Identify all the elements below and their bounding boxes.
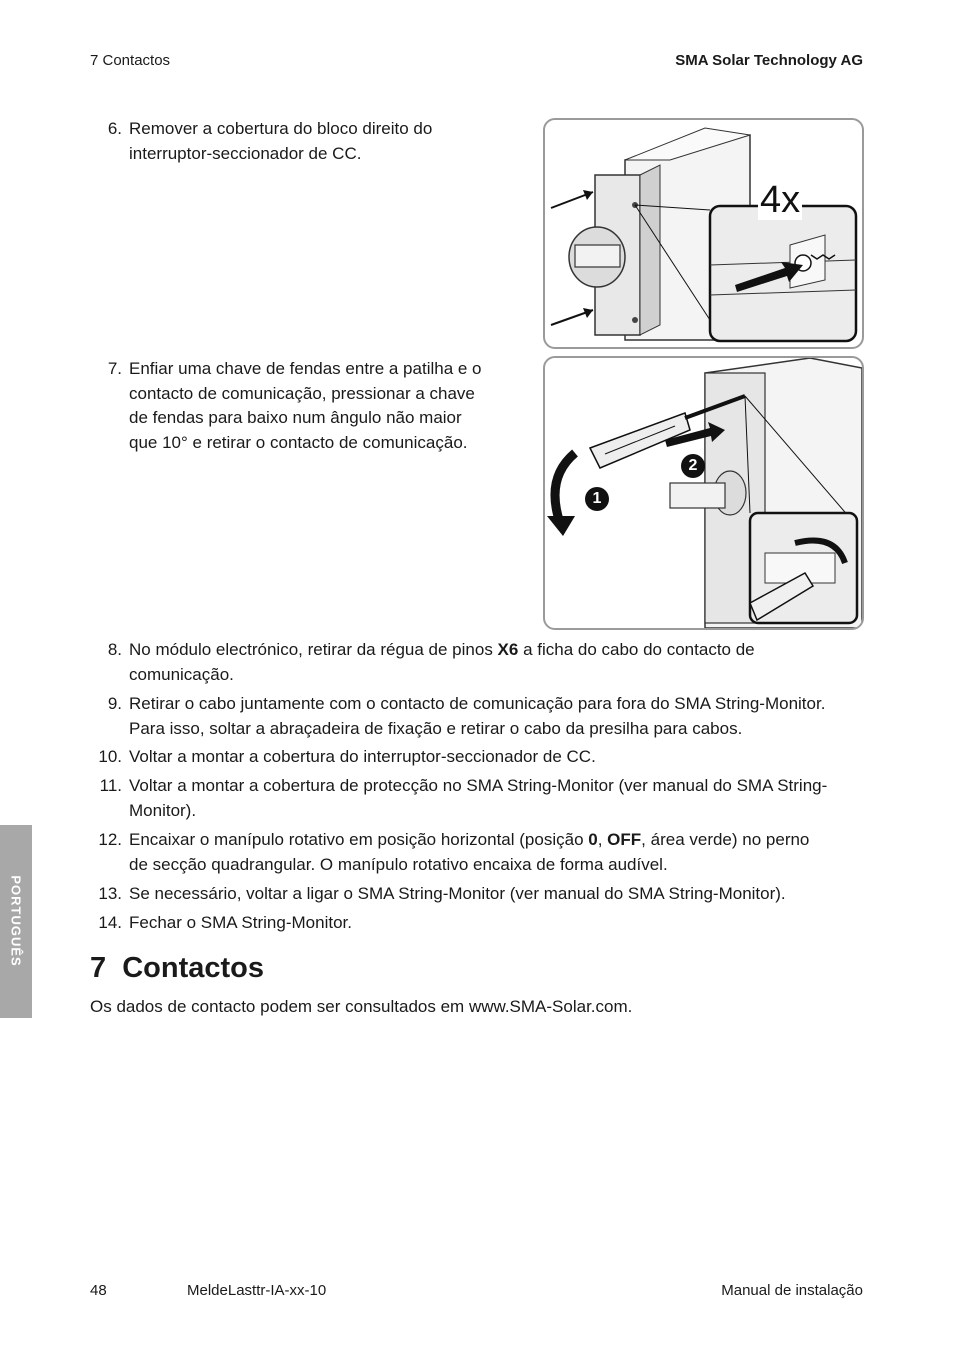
- step-12: [90, 828, 870, 878]
- step-number: 6.: [107, 119, 122, 138]
- step-text-line: Fechar o SMA String-Monitor.: [129, 913, 352, 932]
- step-text-line: Se necessário, voltar a ligar o SMA String-Monitor (ver manual do SMA String-Monitor).: [129, 884, 786, 903]
- step-text-line: Para isso, soltar a abraçadeira de fixação e retirar o cabo da presilha para cabos.: [129, 718, 743, 738]
- step-text-line: contacto de comunicação, pressionar a chave: [129, 383, 475, 403]
- text-run: a ficha do cabo do contacto de: [518, 640, 755, 659]
- step-number: 10.: [98, 747, 122, 766]
- step-7: [90, 357, 510, 457]
- step-marker-1: 1: [592, 490, 602, 507]
- step-13: [90, 882, 870, 908]
- step-text-line: [129, 828, 809, 853]
- running-header-section: 7 Contactos: [90, 52, 171, 69]
- page-number: 48: [90, 1282, 107, 1299]
- step-number: 13.: [98, 884, 122, 903]
- step-text-line: interruptor-seccionador de CC.: [129, 143, 362, 163]
- section-heading: 7 Contactos: [90, 952, 265, 984]
- text-run: Encaixar o manípulo rotativo em posição horizontal (posição: [129, 830, 589, 849]
- step-6: [90, 117, 510, 167]
- step-number: 8.: [107, 640, 122, 659]
- step-text-line: Voltar a montar a cobertura de protecção no SMA String-Monitor (ver manual do SMA String-: [129, 776, 828, 795]
- step-number: 7.: [107, 359, 122, 378]
- switch-block-illustration: [545, 120, 862, 347]
- off-label: OFF: [607, 830, 642, 849]
- step-11: [90, 774, 870, 824]
- step-number: 11.: [99, 776, 122, 795]
- step-number: 9.: [107, 694, 122, 713]
- step-8: [90, 638, 870, 688]
- running-header-company: SMA Solar Technology AG: [675, 52, 863, 69]
- step-text-line: de secção quadrangular. O manípulo rotativo encaixa de forma audível.: [129, 854, 668, 874]
- step-text-line: comunicação.: [129, 664, 234, 684]
- pin-strip-label: X6: [497, 640, 519, 659]
- step-text-line: Remover a cobertura do bloco direito do: [129, 119, 433, 138]
- section-body: Os dados de contacto podem ser consultados em www.SMA-Solar.com.: [90, 997, 633, 1016]
- step-number: 14.: [98, 913, 122, 932]
- text-run: ,: [597, 830, 608, 849]
- language-side-tab-label: PORTUGUÊS: [8, 875, 24, 967]
- step-text-line: de fendas para baixo num ângulo não maior: [129, 408, 462, 427]
- step-text-line: Enfiar uma chave de fendas entre a patilha e o: [129, 359, 482, 378]
- text-run: No módulo electrónico, retirar da régua de pinos: [129, 640, 498, 659]
- step-text-line: Voltar a montar a cobertura do interruptor-seccionador de CC.: [129, 747, 596, 766]
- quantity-label: 4x: [760, 179, 801, 221]
- figure-cover-removal: [543, 118, 864, 349]
- position-zero-label: 0: [588, 830, 598, 849]
- step-14: [90, 911, 870, 937]
- figure-screwdriver-removal: [543, 356, 864, 630]
- step-9: [90, 692, 870, 742]
- step-text-line: Retirar o cabo juntamente com o contacto de comunicação para fora do SMA String-Monitor.: [129, 694, 826, 713]
- document-code: MeldeLasttr-IA-xx-10: [187, 1282, 327, 1299]
- step-text-line: [129, 638, 755, 663]
- text-run: , área verde) no perno: [641, 830, 810, 849]
- manual-type: Manual de instalação: [721, 1282, 863, 1299]
- step-marker-2: 2: [688, 457, 698, 474]
- step-number: 12.: [98, 830, 122, 849]
- step-10: [90, 745, 870, 771]
- step-text-line: que 10° e retirar o contacto de comunicação.: [129, 432, 468, 452]
- step-text-line: Monitor).: [129, 800, 197, 820]
